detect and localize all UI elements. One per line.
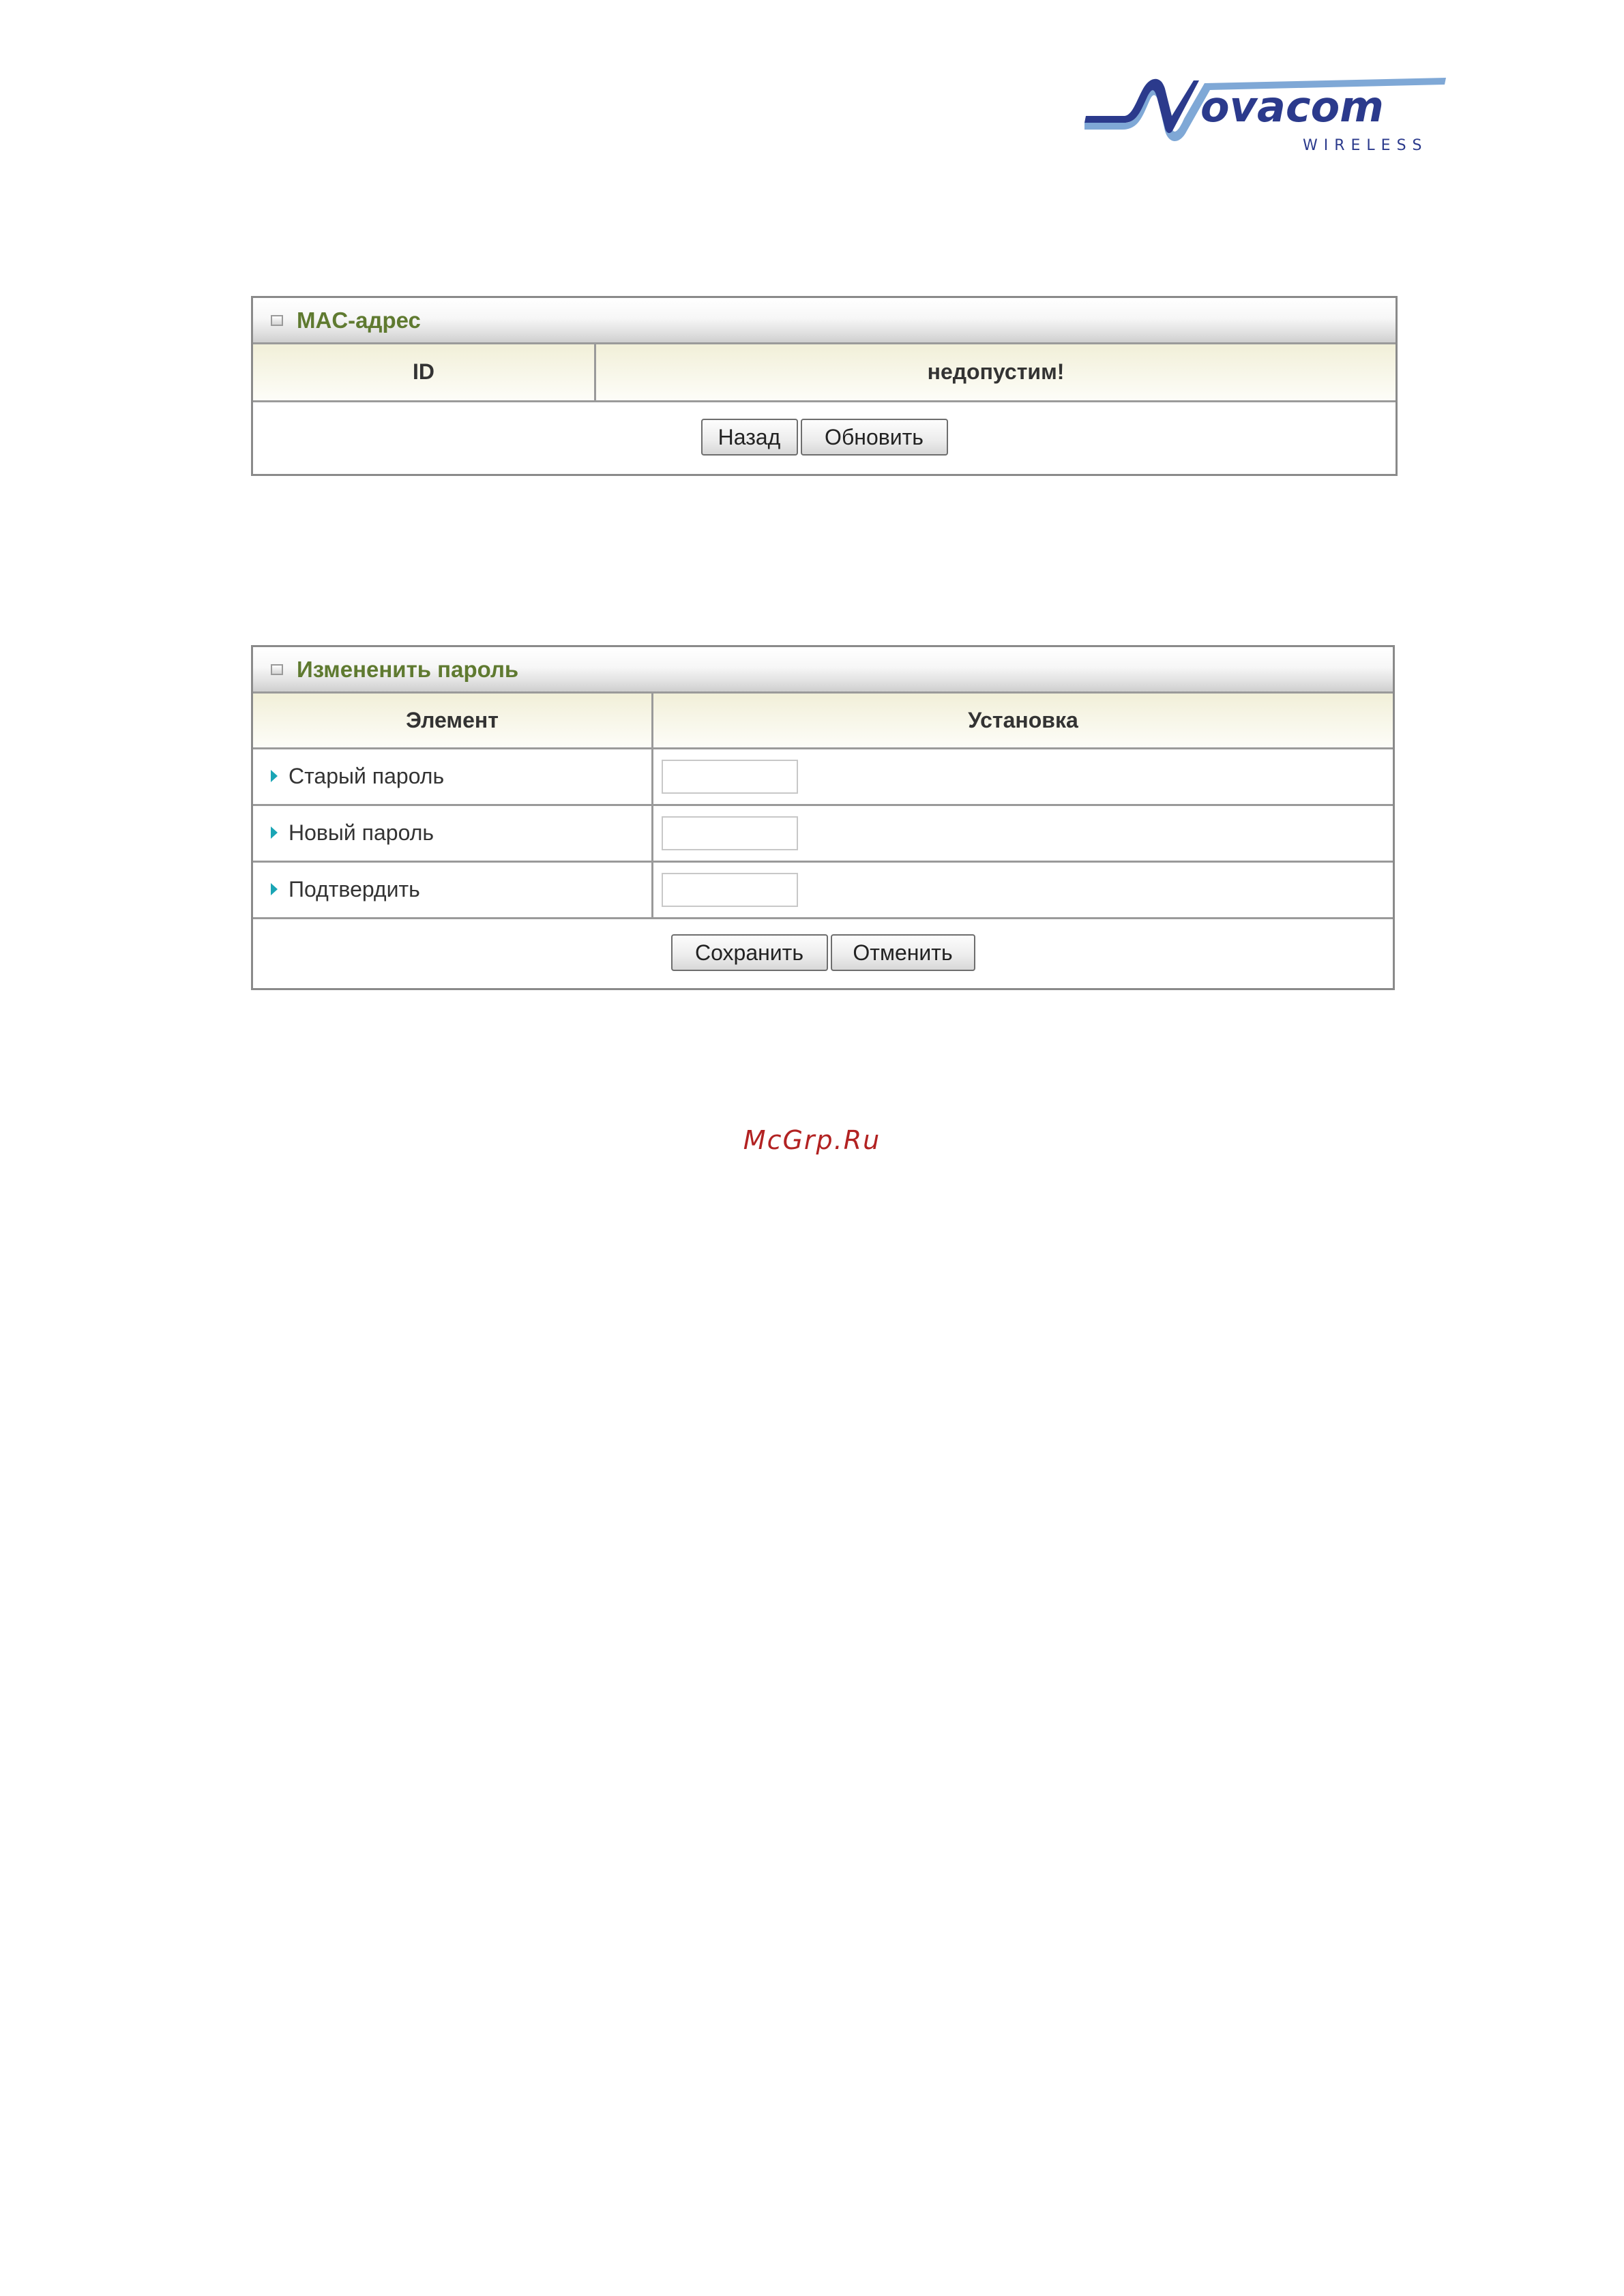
mac-panel-header [253, 298, 1396, 344]
old-password-label: Старый пароль [253, 748, 653, 805]
novacom-logo-mark [1084, 74, 1446, 157]
mac-col-id: ID [253, 344, 595, 401]
arrow-right-icon [271, 826, 278, 839]
confirm-password-cell [653, 861, 1393, 918]
table-row [253, 748, 1393, 805]
refresh-button[interactable]: Обновить [801, 419, 948, 456]
password-button-row [253, 918, 1393, 986]
mac-col-status: недопустим! [595, 344, 1396, 401]
svg-text:ovacom: ovacom [1200, 82, 1384, 132]
save-button[interactable]: Сохранить [671, 934, 828, 971]
arrow-right-icon [271, 883, 278, 895]
novacom-logo [1084, 74, 1446, 157]
watermark: McGrp.Ru [743, 1125, 881, 1155]
col-item: Элемент [253, 694, 653, 748]
confirm-password-input[interactable] [662, 873, 798, 907]
table-row [253, 861, 1393, 918]
new-password-label: Новый пароль [253, 805, 653, 861]
col-setting: Установка [653, 694, 1393, 748]
password-table [253, 694, 1393, 986]
cancel-button[interactable]: Отменить [831, 934, 975, 971]
password-panel-header [253, 647, 1393, 694]
mac-button-row [253, 401, 1396, 472]
new-password-input[interactable] [662, 816, 798, 850]
old-password-input[interactable] [662, 760, 798, 794]
svg-text:WIRELESS: WIRELESS [1303, 137, 1428, 154]
mac-address-panel [251, 296, 1398, 476]
back-button[interactable]: Назад [701, 419, 798, 456]
confirm-password-label: Подтвердить [253, 861, 653, 918]
panel-square-icon [271, 664, 283, 675]
old-password-cell [653, 748, 1393, 805]
new-password-cell [653, 805, 1393, 861]
mac-panel-title: MAC-адрес [297, 307, 421, 333]
password-panel-title: Измененить пароль [297, 656, 519, 682]
change-password-panel [251, 645, 1395, 990]
table-row [253, 805, 1393, 861]
mac-table [253, 344, 1396, 472]
arrow-right-icon [271, 770, 278, 782]
panel-square-icon [271, 315, 283, 326]
